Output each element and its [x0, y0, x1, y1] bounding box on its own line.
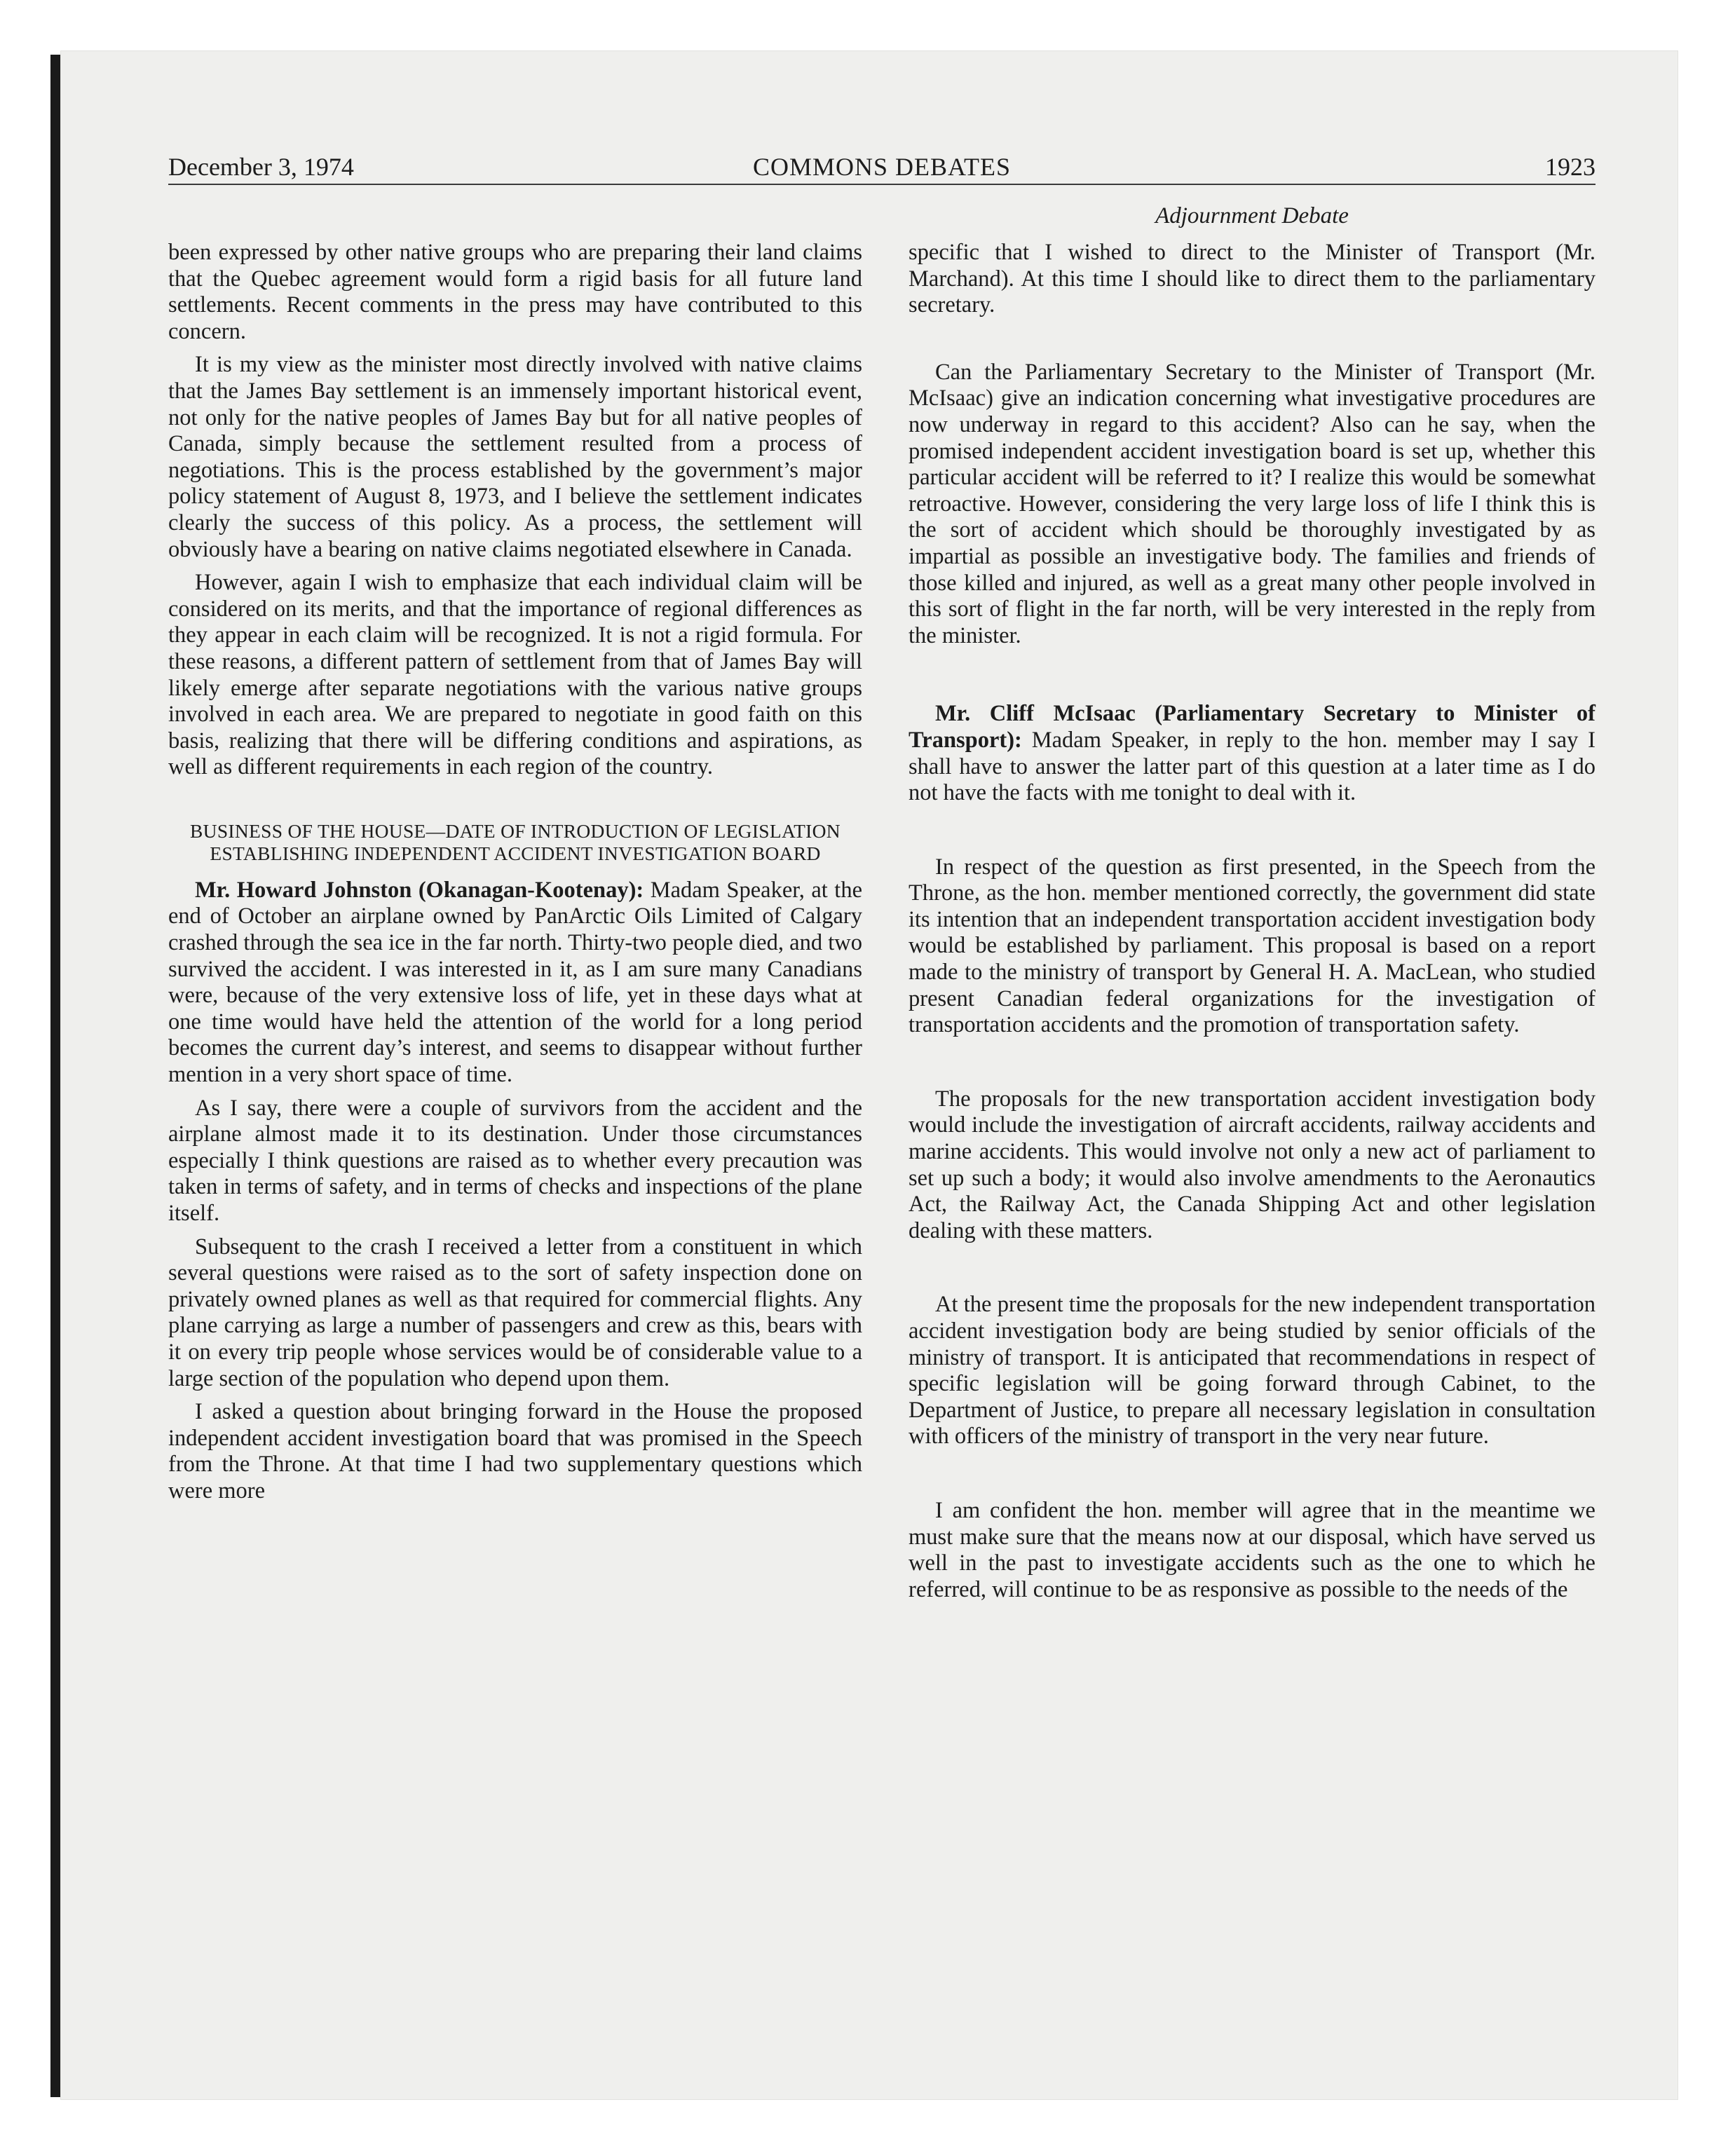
speech-text: Madam Speaker, in reply to the hon. member may I say I shall have to answer the latter part of this question at a later time as I do not have the facts with me tonight to deal with it. — [909, 727, 1595, 806]
paragraph: I asked a question about bringing forward in the House the proposed independent accident investigation board that was promised in the Speech from the Throne. At that time I had two supplementary questions which were more — [168, 1399, 862, 1503]
left-column — [168, 240, 862, 1512]
paragraph: At the present time the proposals for the new independent transportation accident investigation body are being studied by senior officials of the ministry of transport. It is anticipated that recommendations in respect of specific legislation will be going forward through Cabinet, to the Department of Justice, to prepare all necessary legislation in consultation with officers of the ministry of transport in the very near future. — [909, 1292, 1595, 1449]
paragraph: specific that I wished to direct to the Minister of Transport (Mr. Marchand). At this time I should like to direct them to the parliamentary secretary. — [909, 240, 1595, 318]
paragraph: It is my view as the minister most directly involved with native claims that the James Bay settlement is an immensely important historical event, not only for the native peoples of James Bay but for all native peoples of Canada, simply because the settlement resulted from a process of negotiations. This is the process established by the government’s major policy statement of August 8, 1973, and I believe the settlement indicates clearly the success of this policy. As a process, the settlement will obviously have a bearing on native claims negotiated elsewhere in Canada. — [168, 352, 862, 562]
speech-text: Madam Speaker, at the end of October an airplane owned by PanArctic Oils Limited of Calgary crashed through the sea ice in the far north. Thirty-two people died, and two survived the accident. I was interested in it, as I am sure many Canadians were, because of the very extensive loss of life, yet in these days what at one time would have held the attention of the world for a long period becomes the current day’s interest, and seems to disappear without further mention in a very short space of time. — [168, 877, 863, 1088]
paragraph: The proposals for the new transportation accident investigation body would include the investigation of aircraft accidents, railway accidents and marine accidents. This would involve not only a new act of parliament to set up such a body; it would also involve amendments to the Aeronautics Act, the Railway Act, the Canada Shipping Act and other legislation dealing with these matters. — [909, 1086, 1595, 1243]
section-label: Adjournment Debate — [1155, 203, 1349, 228]
paragraph: I am confident the hon. member will agree that in the meantime we must make sure that the means now at our disposal, which have served us well in the past to investigate accidents such as the one to which he referred, will continue to be as responsive as possible to the needs of the — [909, 1497, 1595, 1602]
paragraph: However, again I wish to emphasize that each individual claim will be considered on its merits, and that the importance of regional differences as they appear in each claim will be recognized. It is not a rigid formula. For these reasons, a different pattern of settlement from that of James Bay will likely emerge after separate negotiations with the various native groups involved in each area. We are prepared to negotiate in good faith on this basis, realizing that there will be differing conditions and aspirations, as well as different requirements in each region of the country. — [168, 570, 862, 780]
right-column — [909, 240, 1595, 1651]
header-date: December 3, 1974 — [168, 153, 354, 181]
speech-paragraph — [909, 701, 1595, 806]
paragraph: In respect of the question as first presented, in the Speech from the Throne, as the hon. member mentioned correctly, the government did state its intention that an independent transportation accident investigation body would be established by parliament. This proposal is based on a report made to the ministry of transport by General H. A. MacLean, who studied present Canadian federal organizations for the investigation of transportation accidents and the promotion of transportation safety. — [909, 854, 1595, 1038]
speaker-name: Mr. Cliff McIsaac (Parliamentary Secretary to Minister of Transport): — [909, 701, 1595, 753]
header-page-number: 1923 — [1545, 153, 1595, 181]
paragraph: been expressed by other native groups who are preparing their land claims that the Quebec agreement would form a rigid basis for all future land settlements. Recent comments in the press may have contributed to this concern. — [168, 240, 862, 344]
paragraph: As I say, there were a couple of survivors from the accident and the airplane almost made it to its destination. Under those circumstances especially I think questions are raised as to whether every precaution was taken in terms of safety, and in terms of checks and inspections of the plane itself. — [168, 1095, 862, 1226]
speaker-name: Mr. Howard Johnston (Okanagan-Kootenay): — [195, 877, 644, 903]
scan-edge-shadow — [50, 55, 60, 2097]
paragraph: Can the Parliamentary Secretary to the Minister of Transport (Mr. McIsaac) give an indication concerning what investigative procedures are now underway in regard to this accident? Also can he say, when the promised independent accident investigation board is set up, whether this particular accident will be referred to it? I realize this would be somewhat retroactive. However, considering the very large loss of life I think this is the sort of accident which should be thoroughly investigated by as impartial as possible an investigative body. The families and friends of those killed and injured, as well as a great many other people involved in this sort of flight in the far north, will be very interested in the reply from the minister. — [909, 359, 1595, 648]
speech-paragraph — [168, 878, 862, 1089]
section-heading: BUSINESS OF THE HOUSE—DATE OF INTRODUCTION OF LEGISLATION ESTABLISHING INDEPENDENT ACCIDENT INVESTIGATION BOARD — [190, 819, 841, 864]
paragraph: Subsequent to the crash I received a letter from a constituent in which several questions were raised as to the sort of safety inspection done on privately owned planes as well as that required for commercial flights. Any plane carrying as large a number of passengers and crew as this, bears with it on every trip people whose services would be of considerable value to a large section of the population who depend upon them. — [168, 1234, 862, 1391]
page-header — [168, 150, 1595, 185]
header-journal-title: COMMONS DEBATES — [752, 153, 1012, 181]
